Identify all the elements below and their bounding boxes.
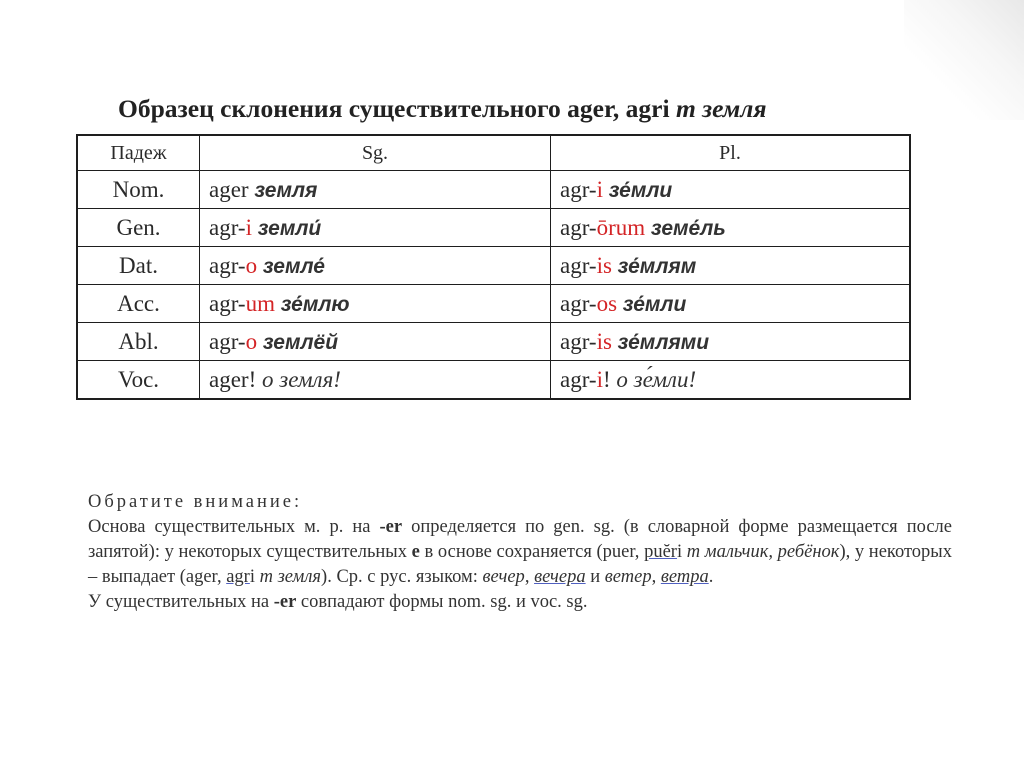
word-stem: agr-: [209, 214, 246, 240]
singular-cell: [200, 171, 551, 209]
word-stem: ager: [209, 176, 249, 202]
table-row: [77, 323, 910, 361]
letter-e: e: [411, 542, 420, 562]
word-ending: is: [596, 328, 612, 354]
text: i: [676, 542, 683, 562]
underlined-agr: agr: [226, 567, 250, 587]
word-ending: o: [245, 252, 258, 278]
table-row: [77, 247, 910, 285]
russian-translation: о земля!: [262, 366, 341, 392]
text: определяется по gen. sg. (в словарной форме размещается после запятой): у некоторых существительных: [88, 517, 952, 562]
case-name: Abl.: [77, 323, 200, 361]
plural-cell: [551, 285, 911, 323]
title-meaning: земля: [702, 94, 767, 123]
header-singular: Sg.: [200, 135, 551, 171]
ending-er: -er: [379, 517, 403, 537]
table-body: [77, 171, 910, 400]
gender-mark: m: [686, 542, 701, 562]
page-title: [118, 94, 767, 124]
title-gender: m: [675, 94, 696, 123]
table-row: [77, 285, 910, 323]
word-ending: ōrum: [596, 214, 646, 240]
title-main: Образец склонения существительного ager, agri: [118, 94, 670, 123]
word-stem: agr-: [209, 252, 246, 278]
text: .: [708, 567, 714, 587]
word-stem: agr-: [560, 366, 597, 392]
word-ending: os: [596, 290, 618, 316]
header-plural: Pl.: [551, 135, 911, 171]
russian-translation: зе́млям: [617, 254, 697, 278]
russian-translation: земе́ль: [650, 216, 726, 240]
russian-translation: о зе́мли!: [616, 366, 697, 392]
singular-cell: [200, 247, 551, 285]
russian-translation: зе́мли: [608, 178, 673, 202]
word-ending: is: [596, 252, 612, 278]
word-ending: um: [245, 290, 275, 316]
plural-cell: [551, 171, 911, 209]
word-stem: agr-: [209, 290, 246, 316]
word-ending: i: [245, 214, 252, 240]
text: Основа существительных м. р. на: [88, 517, 380, 537]
case-name: Gen.: [77, 209, 200, 247]
text: и: [585, 567, 605, 587]
case-name: Dat.: [77, 247, 200, 285]
case-name: Nom.: [77, 171, 200, 209]
plural-cell: [551, 323, 911, 361]
word-stem: agr-: [560, 176, 597, 202]
text: ,: [524, 567, 535, 587]
word-ending: i: [596, 366, 603, 392]
table-row: [77, 209, 910, 247]
russian-translation: зе́млю: [280, 292, 350, 316]
table-header-row: [77, 135, 910, 171]
notes-heading: [88, 490, 952, 515]
plural-cell: [551, 209, 911, 247]
notes-heading-text: Обратите внимание:: [88, 492, 303, 512]
word-stem: agr-: [560, 214, 597, 240]
meaning-earth: земля: [277, 567, 322, 587]
word-stem: agr-: [560, 290, 597, 316]
meaning-boy: мальчик, ребёнок: [704, 542, 840, 562]
header-case: Падеж: [77, 135, 200, 171]
singular-cell: [200, 209, 551, 247]
text: ), у некоторых – выпадает (ager,: [88, 542, 952, 587]
case-name: Voc.: [77, 361, 200, 400]
text: ,: [651, 567, 661, 587]
notes-paragraph-2: [88, 590, 952, 615]
case-name: Acc.: [77, 285, 200, 323]
example-word: ветра: [660, 567, 709, 587]
russian-translation: земле́: [262, 254, 325, 278]
word-ending: i: [596, 176, 603, 202]
declension-table: [76, 134, 911, 400]
word-stem: ager!: [209, 366, 257, 392]
text: в основе сохраняется (puer,: [419, 542, 645, 562]
notes-block: [88, 490, 952, 615]
singular-cell: [200, 285, 551, 323]
word-tail: !: [602, 366, 611, 392]
ending-er: -er: [273, 592, 297, 612]
notes-paragraph-1: [88, 515, 952, 590]
word-stem: agr-: [209, 328, 246, 354]
text: У существительных на: [88, 592, 274, 612]
page-corner-shadow: [904, 0, 1024, 120]
gender-mark: m: [259, 567, 273, 587]
example-word: вечер: [482, 567, 525, 587]
russian-translation: зе́мли: [622, 292, 687, 316]
russian-translation: зе́млями: [617, 330, 710, 354]
russian-translation: землёй: [262, 330, 339, 354]
text: ). Ср. с рус. языком:: [321, 567, 483, 587]
example-word: вечера: [534, 567, 586, 587]
plural-cell: [551, 361, 911, 400]
singular-cell: [200, 323, 551, 361]
table-row: [77, 171, 910, 209]
text: совпадают формы nom. sg. и voc. sg.: [296, 592, 588, 612]
russian-translation: земли́: [257, 216, 322, 240]
text: i: [249, 567, 255, 587]
singular-cell: [200, 361, 551, 400]
underlined-puer: puĕr: [644, 542, 677, 562]
word-stem: agr-: [560, 328, 597, 354]
russian-translation: земля: [254, 178, 318, 202]
table-row: [77, 361, 910, 400]
example-word: ветер: [604, 567, 652, 587]
word-ending: o: [245, 328, 258, 354]
word-stem: agr-: [560, 252, 597, 278]
plural-cell: [551, 247, 911, 285]
